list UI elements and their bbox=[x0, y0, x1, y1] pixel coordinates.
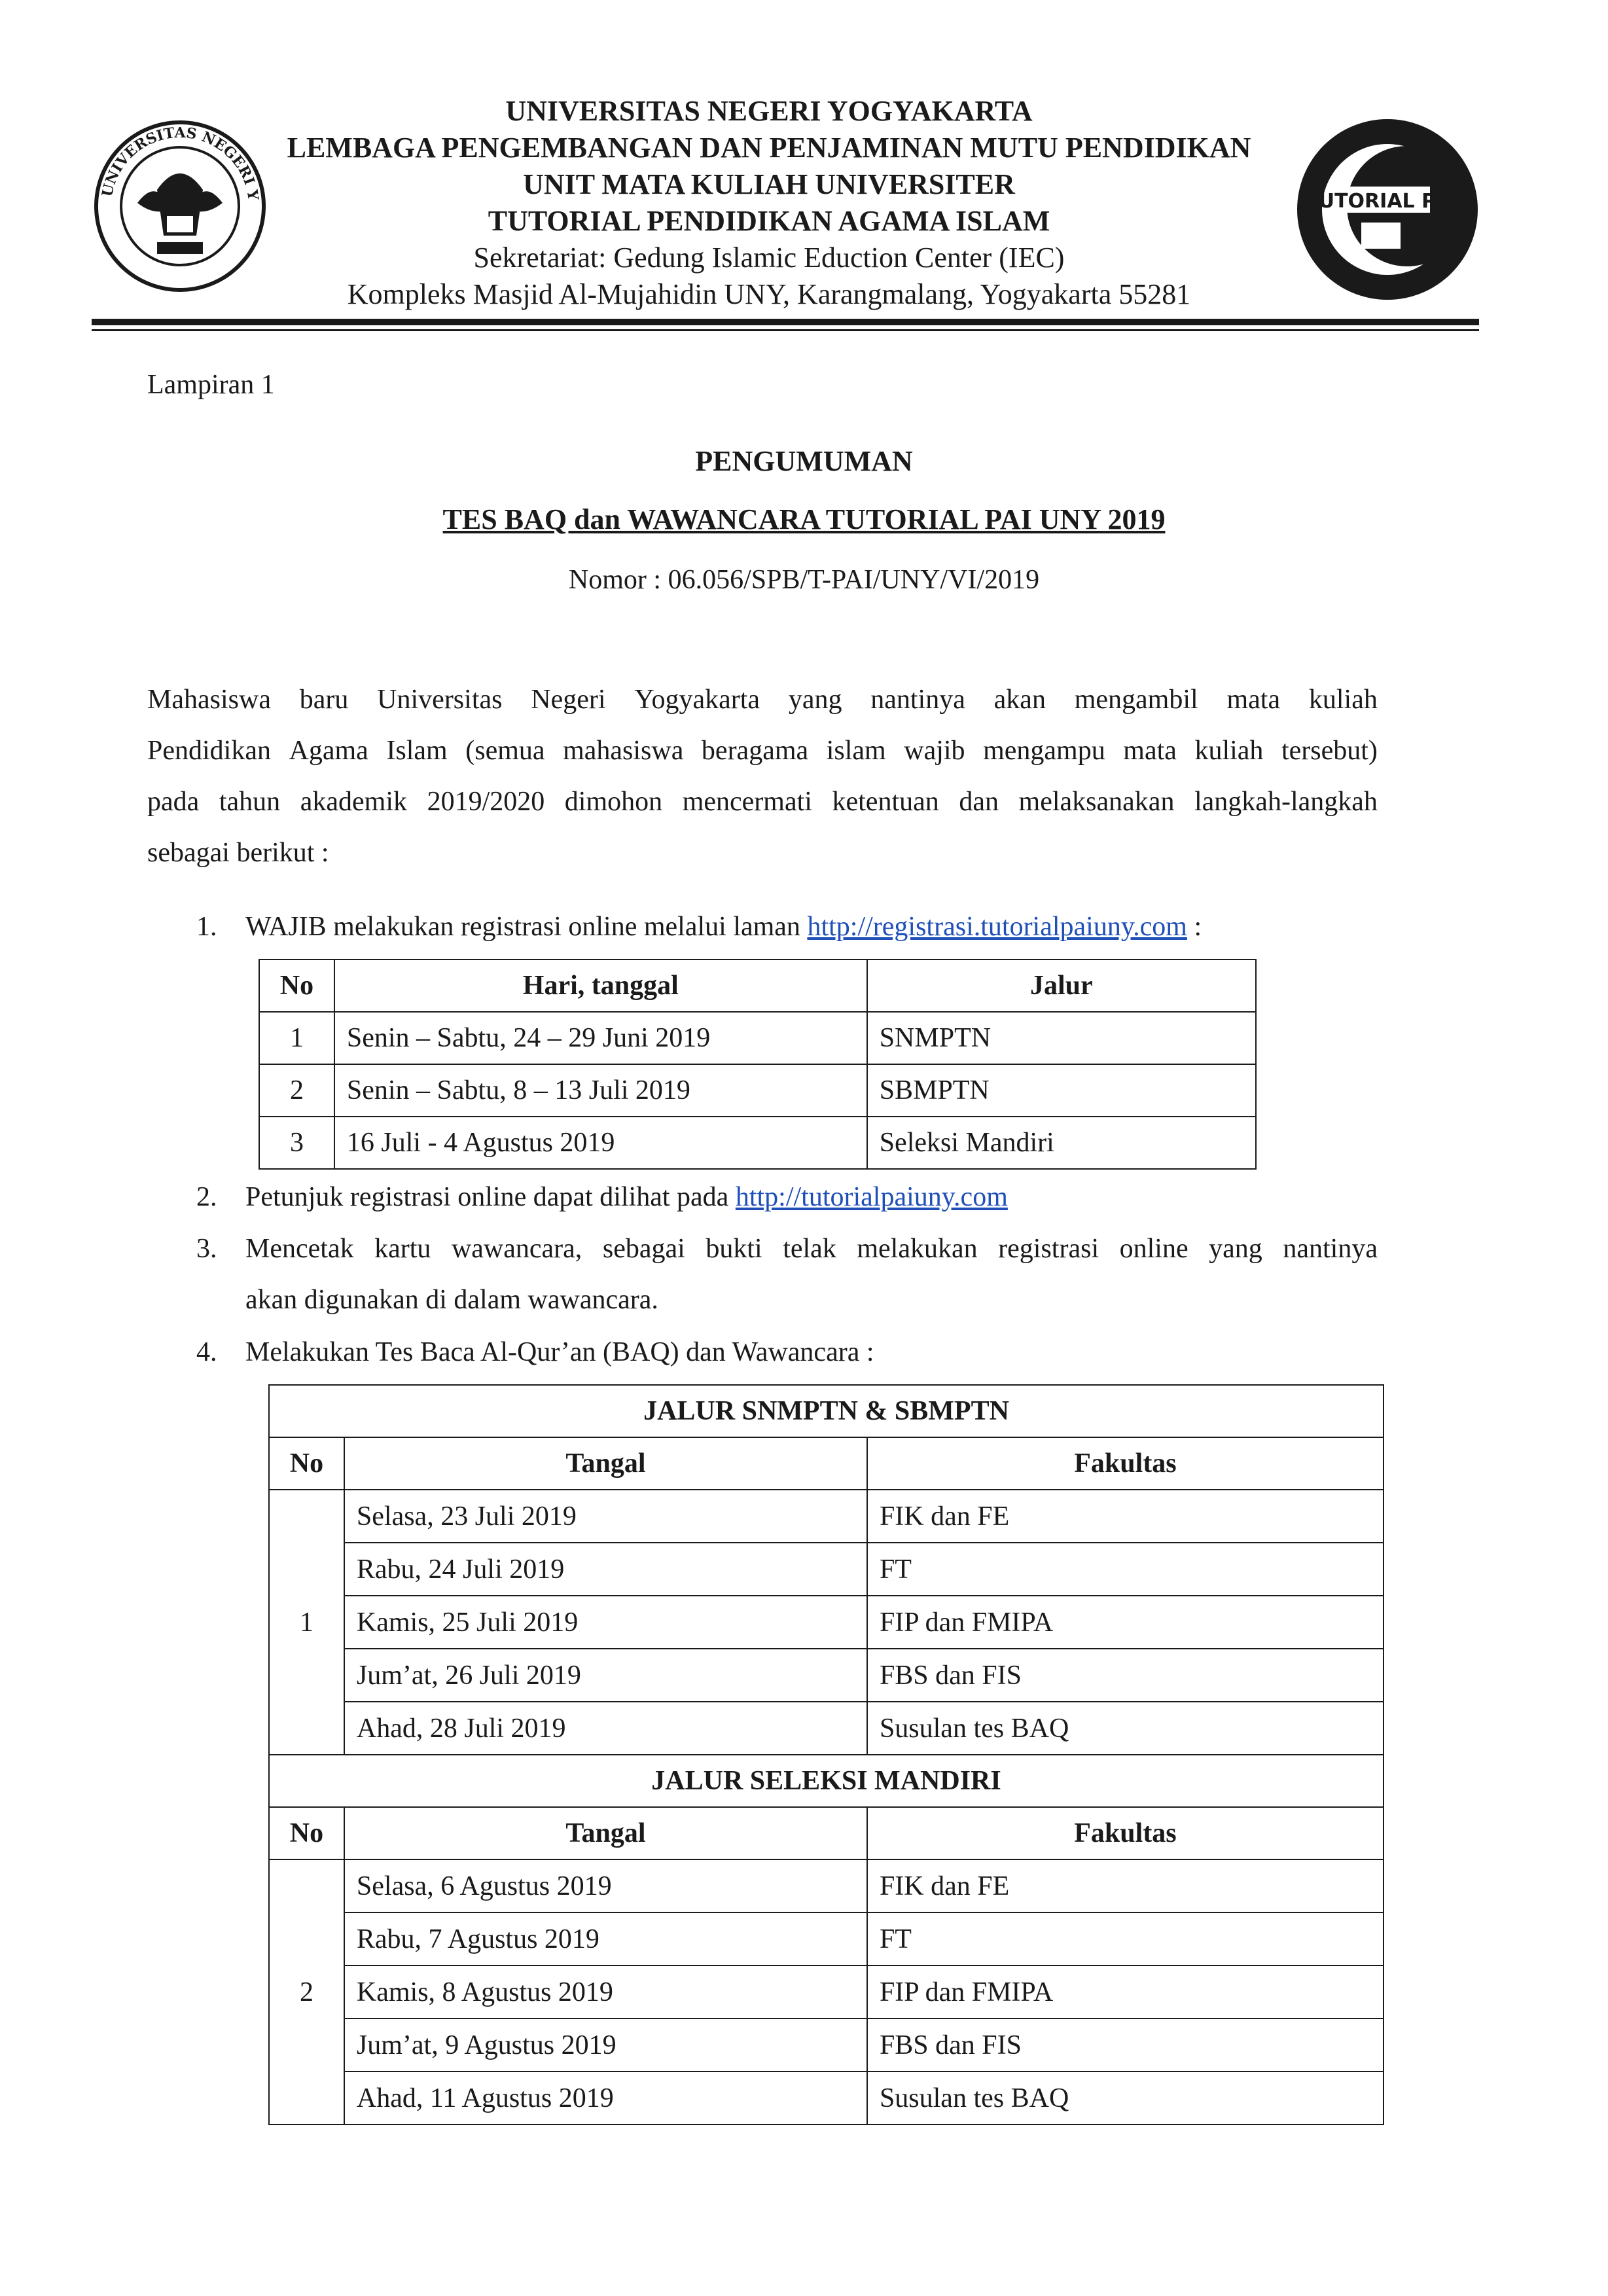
item-2-number: 2. bbox=[196, 1182, 217, 1212]
letterhead-line-2: LEMBAGA PENGEMBANGAN DAN PENJAMINAN MUTU PENDIDIKAN bbox=[287, 132, 1251, 164]
table-row bbox=[269, 1912, 1384, 1965]
table-row bbox=[269, 1649, 1384, 1702]
section-1-no: 1 bbox=[269, 1490, 344, 1755]
row-date: Ahad, 11 Agustus 2019 bbox=[344, 2072, 867, 2125]
col-header-fakultas: Fakultas bbox=[867, 1437, 1384, 1490]
row-date: 16 Juli - 4 Agustus 2019 bbox=[334, 1117, 867, 1169]
row-faculty: FIP dan FMIPA bbox=[867, 1596, 1384, 1649]
guide-link[interactable]: http://tutorialpaiuny.com bbox=[735, 1182, 1008, 1212]
row-faculty: Susulan tes BAQ bbox=[867, 2072, 1384, 2125]
row-date: Rabu, 24 Juli 2019 bbox=[344, 1543, 867, 1596]
col-header-date: Hari, tanggal bbox=[334, 960, 867, 1012]
announcement-title: PENGUMUMAN bbox=[695, 445, 913, 477]
letterhead-rule-thick bbox=[92, 319, 1479, 325]
col-header-no: No bbox=[269, 1807, 344, 1859]
col-header-no: No bbox=[259, 960, 334, 1012]
row-faculty: Susulan tes BAQ bbox=[867, 1702, 1384, 1755]
row-faculty: FBS dan FIS bbox=[867, 1649, 1384, 1702]
row-no: 2 bbox=[259, 1064, 334, 1117]
row-jalur: Seleksi Mandiri bbox=[867, 1117, 1256, 1169]
section-1-title: JALUR SNMPTN & SBMPTN bbox=[269, 1385, 1384, 1437]
row-date: Senin – Sabtu, 24 – 29 Juni 2019 bbox=[334, 1012, 867, 1064]
col-header-fakultas: Fakultas bbox=[867, 1807, 1384, 1859]
row-jalur: SNMPTN bbox=[867, 1012, 1256, 1064]
lampiran-label: Lampiran 1 bbox=[147, 370, 275, 400]
table-row bbox=[269, 1702, 1384, 1755]
row-date: Kamis, 25 Juli 2019 bbox=[344, 1596, 867, 1649]
university-seal-logo bbox=[92, 118, 268, 295]
section-2-no: 2 bbox=[269, 1859, 344, 2125]
table-row bbox=[259, 1012, 1256, 1064]
table-header-row bbox=[259, 960, 1256, 1012]
item-3-text: Mencetak kartu wawancara, sebagai bukti telak melakukan registrasi online yang nantinya akan digunakan di dalam wawancara. bbox=[245, 1234, 1378, 1315]
row-no: 1 bbox=[259, 1012, 334, 1064]
row-date: Jum’at, 9 Agustus 2019 bbox=[344, 2018, 867, 2072]
logo-title: TUTORIAL PAI bbox=[1305, 190, 1457, 213]
row-faculty: FIK dan FE bbox=[867, 1859, 1384, 1912]
row-faculty: FT bbox=[867, 1543, 1384, 1596]
announcement-subtitle: TES BAQ dan WAWANCARA TUTORIAL PAI UNY 2019 bbox=[442, 503, 1166, 535]
item-4-number: 4. bbox=[196, 1337, 217, 1367]
row-faculty: FIP dan FMIPA bbox=[867, 1965, 1384, 2018]
col-header-tangal: Tangal bbox=[344, 1437, 867, 1490]
row-date: Selasa, 23 Juli 2019 bbox=[344, 1490, 867, 1543]
letterhead bbox=[249, 97, 1289, 317]
letterhead-line-5: Sekretariat: Gedung Islamic Eduction Center (IEC) bbox=[473, 242, 1065, 274]
intro-line-4: sebagai berikut : bbox=[147, 838, 329, 868]
section-2-title: JALUR SELEKSI MANDIRI bbox=[269, 1755, 1384, 1807]
intro-line-1: Mahasiswa baru Universitas Negeri Yogyakarta yang nantinya akan mengambil mata kuliah bbox=[147, 685, 1378, 715]
letterhead-rule-thin bbox=[92, 329, 1479, 331]
row-jalur: SBMPTN bbox=[867, 1064, 1256, 1117]
item-2-text: Petunjuk registrasi online dapat dilihat pada http://tutorialpaiuny.com bbox=[245, 1182, 1008, 1212]
intro-line-2: Pendidikan Agama Islam (semua mahasiswa beragama islam wajib mengampu mata kuliah tersebut) bbox=[147, 736, 1378, 766]
item-3-number: 3. bbox=[196, 1234, 217, 1264]
row-date: Kamis, 8 Agustus 2019 bbox=[344, 1965, 867, 2018]
row-date: Ahad, 28 Juli 2019 bbox=[344, 1702, 867, 1755]
intro-paragraph bbox=[147, 686, 1378, 890]
row-faculty: FIK dan FE bbox=[867, 1490, 1384, 1543]
row-date: Jum’at, 26 Juli 2019 bbox=[344, 1649, 867, 1702]
row-date: Senin – Sabtu, 8 – 13 Juli 2019 bbox=[334, 1064, 867, 1117]
row-date: Selasa, 6 Agustus 2019 bbox=[344, 1859, 867, 1912]
seal-text: UNIVERSITAS NEGERI Y bbox=[98, 124, 262, 202]
section-title-row bbox=[269, 1755, 1384, 1807]
letterhead-line-1: UNIVERSITAS NEGERI YOGYAKARTA bbox=[505, 95, 1033, 127]
letterhead-line-3: UNIT MATA KULIAH UNIVERSITER bbox=[523, 168, 1015, 200]
col-header-jalur: Jalur bbox=[867, 960, 1256, 1012]
letterhead-line-6: Kompleks Masjid Al-Mujahidin UNY, Karangmalang, Yogyakarta 55281 bbox=[347, 278, 1191, 310]
col-header-tangal: Tangal bbox=[344, 1807, 867, 1859]
table-row bbox=[259, 1117, 1256, 1169]
table-row bbox=[269, 1543, 1384, 1596]
nomor: Nomor : 06.056/SPB/T-PAI/UNY/VI/2019 bbox=[568, 565, 1040, 595]
table-row bbox=[269, 1490, 1384, 1543]
item-1-text: WAJIB melakukan registrasi online melalui laman http://registrasi.tutorialpaiuny.com : bbox=[245, 912, 1202, 942]
item-4-text: Melakukan Tes Baca Al-Qur’an (BAQ) dan Wawancara : bbox=[245, 1337, 874, 1367]
table-header-row bbox=[269, 1437, 1384, 1490]
row-faculty: FT bbox=[867, 1912, 1384, 1965]
table-row bbox=[269, 1965, 1384, 2018]
registration-schedule-table bbox=[259, 959, 1257, 1170]
table-row bbox=[269, 2018, 1384, 2072]
row-no: 3 bbox=[259, 1117, 334, 1169]
table-row bbox=[269, 1859, 1384, 1912]
table-row bbox=[259, 1064, 1256, 1117]
col-header-no: No bbox=[269, 1437, 344, 1490]
registration-link[interactable]: http://registrasi.tutorialpaiuny.com bbox=[807, 912, 1187, 942]
intro-line-3: pada tahun akademik 2019/2020 dimohon mencermati ketentuan dan melaksanakan langkah-langkah bbox=[147, 787, 1378, 817]
table-row bbox=[269, 2072, 1384, 2125]
table-row bbox=[269, 1596, 1384, 1649]
letterhead-line-4: TUTORIAL PENDIDIKAN AGAMA ISLAM bbox=[488, 205, 1050, 237]
section-title-row bbox=[269, 1385, 1384, 1437]
item-1-number: 1. bbox=[196, 912, 217, 942]
tutorial-pai-logo bbox=[1293, 115, 1482, 304]
row-faculty: FBS dan FIS bbox=[867, 2018, 1384, 2072]
table-header-row bbox=[269, 1807, 1384, 1859]
row-date: Rabu, 7 Agustus 2019 bbox=[344, 1912, 867, 1965]
baq-schedule-table bbox=[268, 1384, 1384, 2125]
